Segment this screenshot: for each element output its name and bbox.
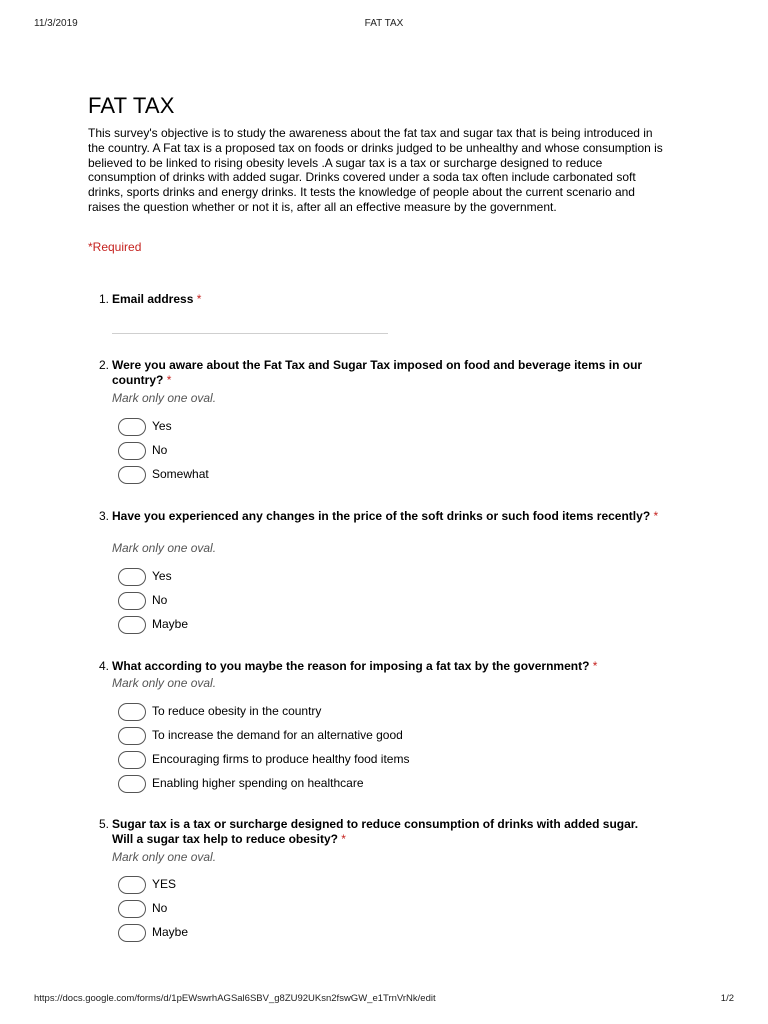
question-hint: Mark only one oval. [112,676,217,690]
radio-oval[interactable] [118,751,146,769]
radio-oval[interactable] [118,900,146,918]
radio-oval[interactable] [118,442,146,460]
print-header-title: FAT TAX [364,18,404,29]
required-star: * [341,832,346,846]
page-number: 1/2 [720,993,734,1004]
radio-oval[interactable] [118,466,146,484]
question-text: What according to you maybe the reason for imposing a fat tax by the government? [112,659,590,673]
option-label: Enabling higher spending on healthcare [152,776,364,790]
radio-oval[interactable] [118,924,146,942]
question-number: 4. [99,659,110,673]
question-hint: Mark only one oval. [112,850,217,864]
option-label: No [152,443,168,457]
question-title [112,659,672,674]
question-number: 5. [99,817,110,831]
required-star: * [592,659,598,673]
question-title [112,817,692,847]
question-text: Email address [112,292,194,306]
question-text: Were you aware about the Fat Tax and Sugar Tax imposed on food and beverage items in our country? [112,358,643,387]
question-title [112,509,670,524]
option-label: Maybe [152,925,189,939]
option-label: Maybe [152,617,189,631]
option-label: YES [152,877,177,891]
question-number: 3. [99,509,110,523]
radio-oval[interactable] [118,592,146,610]
question-text-line-2: Will a sugar tax help to reduce obesity? * [112,832,346,846]
email-field[interactable] [112,333,388,334]
radio-oval[interactable] [118,876,146,894]
question-hint: Mark only one oval. [112,391,217,405]
radio-oval[interactable] [118,775,146,793]
form-title: FAT TAX [88,93,175,118]
question-title [112,358,672,388]
radio-oval[interactable] [118,727,146,745]
radio-oval[interactable] [118,703,146,721]
radio-oval[interactable] [118,616,146,634]
option-label: No [152,901,168,915]
print-url: https://docs.google.com/forms/d/1pEWswrhAGSal6SBV_g8ZU92UKsn2fswGW_e1TrnVrNk/edit [34,993,436,1004]
option-label: Encouraging firms to produce healthy food items [152,752,410,766]
option-label: Somewhat [152,467,209,481]
option-label: No [152,593,168,607]
print-date: 11/3/2019 [34,18,78,29]
required-star: * [166,373,172,387]
question-text-line-1: Sugar tax is a tax or surcharge designed to reduce consumption of drinks with added sugar. [112,817,639,831]
form-description: This survey's objective is to study the awareness about the fat tax and sugar tax that is being introduced in the country. A Fat tax is a proposed tax on foods or drinks judged to be unhealthy and whose consumption is believed to be linked to rising obesity levels .A sugar tax is a tax or surcharge designed to reduce consumption of drinks with added sugar. Drinks covered under a soda tax often include carbonated soft drinks, sports drinks and energy drinks. It tests the knowledge of people about the current scenario and raises the question whether or not it is, after all an effective measure by the government. [88,126,663,214]
question-text: Have you experienced any changes in the price of the soft drinks or such food items recently? [112,509,651,523]
question-title [112,292,672,307]
option-label: Yes [152,569,172,583]
option-label: Yes [152,419,172,433]
required-note: *Required [88,240,142,254]
option-label: To increase the demand for an alternative good [152,728,403,742]
option-label: To reduce obesity in the country [152,704,322,718]
question-number: 1. [99,292,110,306]
radio-oval[interactable] [118,568,146,586]
required-star: * [196,292,202,306]
required-star: * [653,509,659,523]
question-number: 2. [99,358,110,372]
question-hint: Mark only one oval. [112,541,217,555]
radio-oval[interactable] [118,418,146,436]
